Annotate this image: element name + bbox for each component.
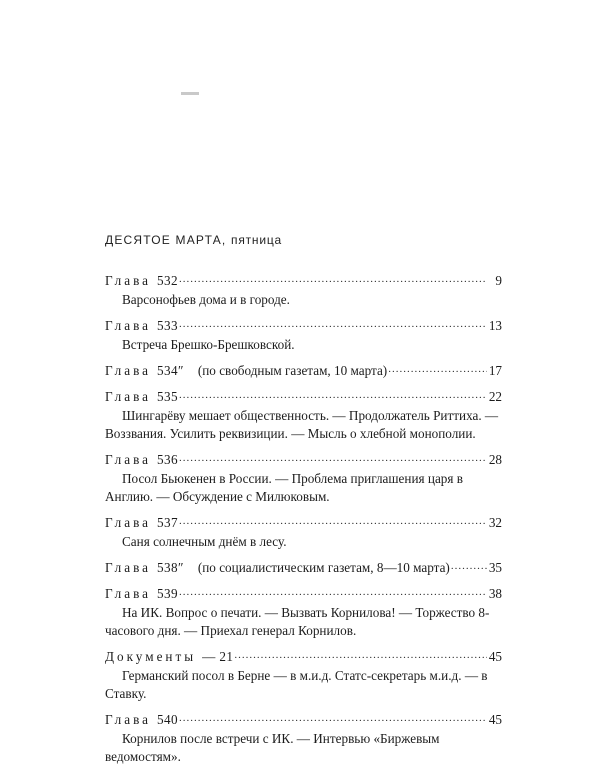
- toc-entry: [105, 451, 502, 506]
- toc-entry-number: 535: [156, 389, 178, 404]
- toc-entry-line: [105, 451, 502, 469]
- toc-entry-label: Глава: [105, 318, 151, 333]
- toc-page-number: 22: [488, 389, 502, 404]
- toc-entry: [105, 514, 502, 551]
- toc-entry-description: На ИК. Вопрос о печати. — Вызвать Корнилова! — Торжество 8-часового дня. — Приехал генерал Корнилов.: [105, 605, 490, 638]
- dot-leader: [234, 652, 487, 666]
- dot-leader: [179, 455, 487, 469]
- toc-entry-line: [105, 514, 502, 532]
- toc-entry-number: 540: [156, 712, 178, 727]
- toc-entry-number: 539: [156, 586, 178, 601]
- table-of-contents: [105, 272, 502, 774]
- toc-entry-label: Глава: [105, 363, 151, 378]
- dot-leader: [179, 392, 487, 406]
- toc-entry-note: (по социалистическим газетам, 8—10 марта): [197, 560, 450, 575]
- toc-entry-description: Саня солнечным днём в лесу.: [122, 534, 287, 549]
- dot-leader: [451, 563, 487, 577]
- toc-entry-number: 532: [156, 273, 178, 288]
- toc-entry: [105, 559, 502, 577]
- dot-leader: [179, 276, 487, 290]
- toc-entry-line: [105, 272, 502, 290]
- toc-entry-label: Глава: [105, 452, 151, 467]
- toc-entry-description: Германский посол в Берне — в м.и.д. Статс-секретарь м.и.д. — в Ставку.: [105, 668, 488, 701]
- toc-entry: [105, 317, 502, 354]
- toc-page-number: 45: [488, 649, 502, 664]
- toc-entry-note: (по свободным газетам, 10 марта): [197, 363, 388, 378]
- toc-entry-label: Глава: [105, 515, 151, 530]
- toc-page-number: 9: [495, 273, 502, 288]
- toc-entry-description: Варсонофьев дома и в городе.: [122, 292, 290, 307]
- toc-entry-label: Глава: [105, 273, 151, 288]
- toc-page-number: 17: [488, 363, 502, 378]
- toc-entry-number: — 21: [202, 649, 234, 664]
- toc-page-number: 45: [488, 712, 502, 727]
- dot-leader: [179, 589, 487, 603]
- section-subtitle: пятница: [231, 233, 282, 247]
- toc-entry: [105, 388, 502, 443]
- toc-entry-line: [105, 648, 502, 666]
- toc-page-number: 38: [488, 586, 502, 601]
- section-heading: [105, 233, 282, 247]
- toc-entry-description: Корнилов после встречи с ИК. — Интервью «Биржевым ведомостям».: [105, 731, 440, 764]
- toc-entry-label: Глава: [105, 712, 151, 727]
- toc-entry-description: Шингарёву мешает общественность. — Продолжатель Риттиха. — Воззвания. Усилить реквизиции. — Мысль о хлебной монополии.: [105, 408, 499, 441]
- toc-entry: [105, 272, 502, 309]
- toc-page-number: 13: [488, 318, 502, 333]
- toc-entry: [105, 648, 502, 703]
- dot-leader: [179, 518, 487, 532]
- toc-entry: [105, 362, 502, 380]
- dot-leader: [179, 715, 487, 729]
- toc-entry-line: [105, 559, 502, 577]
- toc-entry-number: 536: [156, 452, 178, 467]
- toc-entry-line: [105, 362, 502, 380]
- section-title: ДЕСЯТОЕ МАРТА,: [105, 233, 227, 247]
- toc-entry-number: 538″: [156, 560, 184, 575]
- toc-entry-number: 534″: [156, 363, 184, 378]
- toc-entry-line: [105, 388, 502, 406]
- toc-entry-line: [105, 585, 502, 603]
- toc-page-number: 28: [488, 452, 502, 467]
- toc-entry-number: 537: [156, 515, 178, 530]
- toc-entry-line: [105, 317, 502, 335]
- toc-page-number: 32: [488, 515, 502, 530]
- toc-page-number: 35: [488, 560, 502, 575]
- toc-entry-label: Глава: [105, 586, 151, 601]
- toc-entry-description: Посол Бьюкенен в России. — Проблема приглашения царя в Англию. — Обсуждение с Милюковым.: [105, 471, 463, 504]
- toc-entry-number: 533: [156, 318, 178, 333]
- toc-entry-label: Глава: [105, 389, 151, 404]
- top-margin-mark: [181, 92, 199, 95]
- dot-leader: [388, 366, 487, 380]
- toc-entry-label: Документы: [105, 649, 197, 664]
- toc-entry-description: Встреча Брешко-Брешковской.: [122, 337, 295, 352]
- dot-leader: [179, 321, 487, 335]
- toc-entry-label: Глава: [105, 560, 151, 575]
- toc-entry: [105, 711, 502, 766]
- toc-entry: [105, 585, 502, 640]
- toc-entry-line: [105, 711, 502, 729]
